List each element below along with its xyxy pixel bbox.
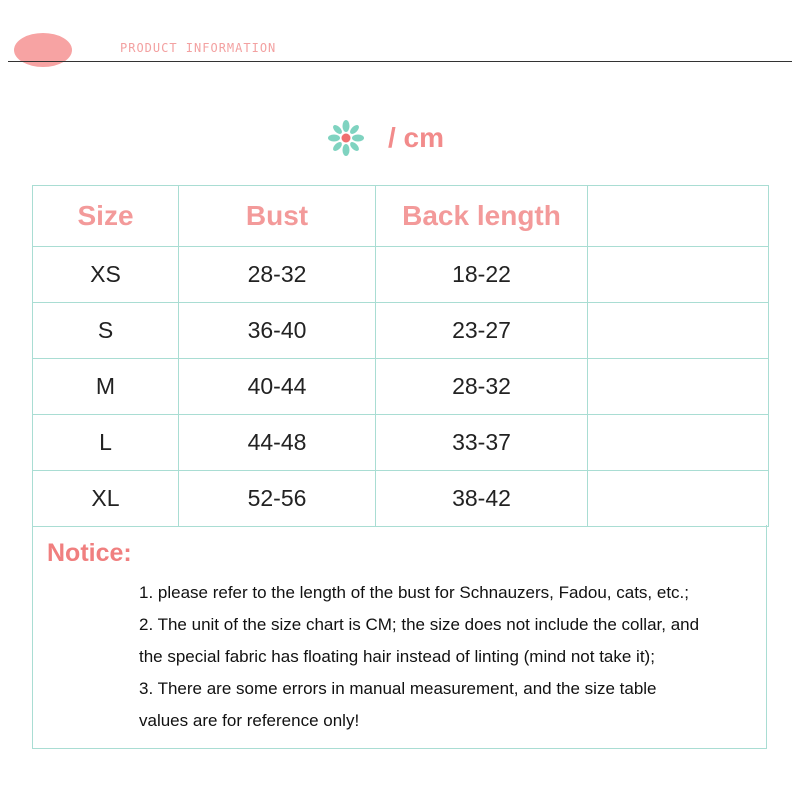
cell-empty bbox=[588, 247, 769, 303]
cell-back-length: 28-32 bbox=[376, 359, 588, 415]
size-chart-table bbox=[32, 185, 769, 527]
cell-bust: 28-32 bbox=[179, 247, 376, 303]
table-header-row bbox=[33, 186, 769, 247]
header-empty bbox=[588, 186, 769, 247]
cell-size: XS bbox=[33, 247, 179, 303]
cell-empty bbox=[588, 359, 769, 415]
cell-size: L bbox=[33, 415, 179, 471]
unit-label: / cm bbox=[387, 122, 445, 153]
cell-bust: 52-56 bbox=[179, 471, 376, 527]
header-back-length: Back length bbox=[376, 186, 588, 247]
cell-back-length: 23-27 bbox=[376, 303, 588, 359]
cell-bust: 44-48 bbox=[179, 415, 376, 471]
notice-text bbox=[139, 577, 764, 737]
notice-line: 2. The unit of the size chart is CM; the size does not include the collar, and bbox=[139, 615, 700, 634]
cell-back-length: 33-37 bbox=[376, 415, 588, 471]
header-size: Size bbox=[33, 186, 179, 247]
cell-bust: 36-40 bbox=[179, 303, 376, 359]
cell-size: XL bbox=[33, 471, 179, 527]
page-section-title: PRODUCT INFORMATION bbox=[120, 41, 277, 55]
notice-line: 1. please refer to the length of the bust for Schnauzers, Fadou, cats, etc.; bbox=[139, 583, 689, 602]
notice-line: the special fabric has floating hair instead of linting (mind not take it); bbox=[139, 647, 655, 666]
cell-size: M bbox=[33, 359, 179, 415]
notice-line: values are for reference only! bbox=[139, 711, 360, 730]
table-row bbox=[33, 471, 769, 527]
table-row bbox=[33, 359, 769, 415]
cell-empty bbox=[588, 303, 769, 359]
table-row bbox=[33, 415, 769, 471]
notice-box bbox=[32, 525, 767, 749]
unit-label-row bbox=[0, 118, 800, 158]
header-bust: Bust bbox=[179, 186, 376, 247]
cell-bust: 40-44 bbox=[179, 359, 376, 415]
cell-empty bbox=[588, 471, 769, 527]
table-row bbox=[33, 247, 769, 303]
cell-back-length: 18-22 bbox=[376, 247, 588, 303]
header-divider bbox=[8, 61, 792, 62]
notice-title: Notice: bbox=[47, 539, 132, 567]
cell-empty bbox=[588, 415, 769, 471]
flower-icon bbox=[326, 118, 366, 158]
table-row bbox=[33, 303, 769, 359]
notice-line: 3. There are some errors in manual measurement, and the size table bbox=[139, 679, 657, 698]
cell-back-length: 38-42 bbox=[376, 471, 588, 527]
cell-size: S bbox=[33, 303, 179, 359]
